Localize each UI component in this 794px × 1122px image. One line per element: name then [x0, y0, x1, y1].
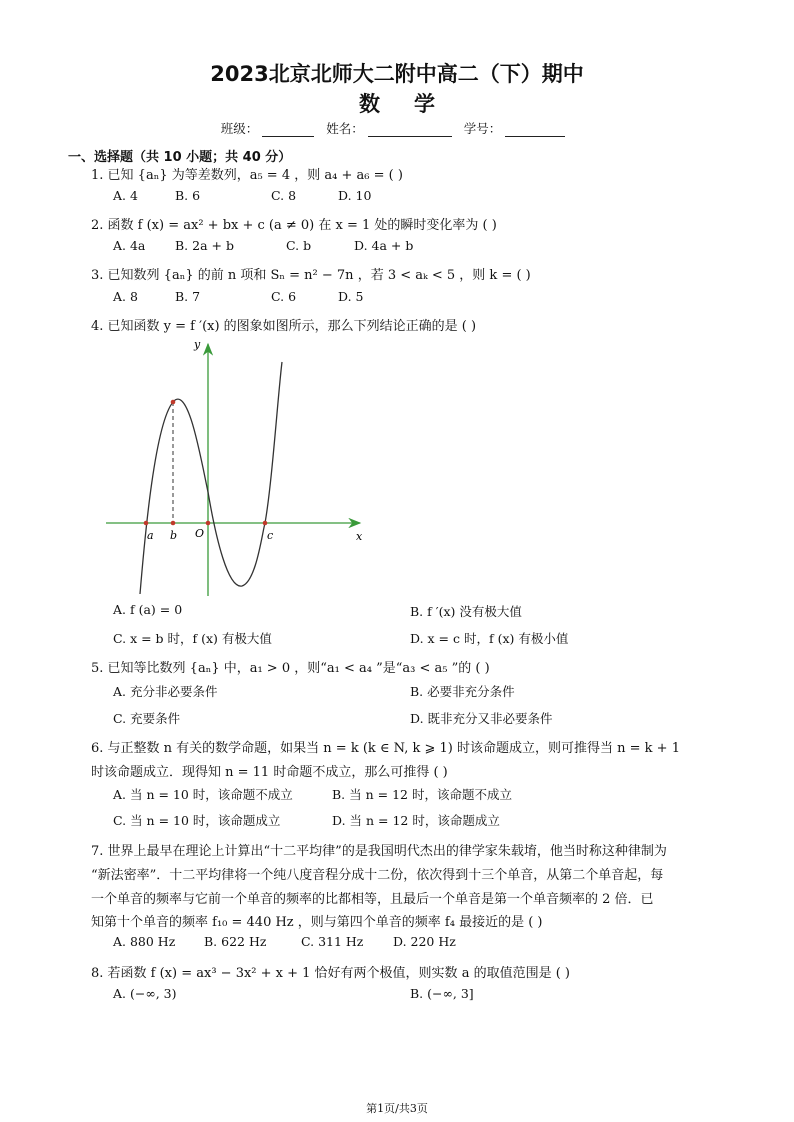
- q1-option-b: B. 6: [175, 188, 201, 203]
- q8-option-a: A. (−∞, 3): [113, 986, 177, 1001]
- question-7-stem-line4: 知第十个单音的频率 f₁₀ = 440 Hz ，则与第四个单音的频率 f₄ 最接近的是 ( ): [91, 915, 543, 930]
- q5-option-d: D. 既非充分又非必要条件: [410, 711, 553, 726]
- class-label: 班级：: [220, 121, 259, 136]
- page-footer: 第1页/共3页: [366, 1102, 428, 1115]
- student-info-line: [0, 119, 794, 137]
- q3-option-a: A. 8: [113, 289, 138, 304]
- q6-option-a: A. 当 n = 10 时，该命题不成立: [113, 787, 293, 802]
- question-2-stem: 2. 函数 f (x) = ax² + bx + c (a ≠ 0) 在 x = 1 处的瞬时变化率为 ( ): [91, 218, 497, 233]
- point-c-label: c: [267, 529, 274, 542]
- question-1-stem: 1. 已知 {aₙ} 为等差数列，a₅ = 4 ，则 a₄ + a₆ = ( ): [91, 168, 403, 183]
- q3-option-b: B. 7: [175, 289, 201, 304]
- point-c-mark: [263, 521, 268, 526]
- question-8-stem: 8. 若函数 f (x) = ax³ − 3x² + x + 1 恰好有两个极值，则实数 a 的取值范围是 ( ): [91, 966, 570, 981]
- question-4-stem: 4. 已知函数 y = f ′(x) 的图象如图所示，那么下列结论正确的是 ( ): [91, 319, 477, 334]
- x-axis-label: x: [356, 530, 363, 543]
- q2-option-b: B. 2a + b: [175, 238, 234, 253]
- point-a-mark: [144, 521, 149, 526]
- question-6-stem-line1: 6. 与正整数 n 有关的数学命题，如果当 n = k (k ∈ N, k ⩾ 1) 时该命题成立，则可推得当 n = k + 1: [91, 741, 680, 756]
- q4-option-b: B. f ′(x) 没有极大值: [410, 604, 522, 619]
- q2-option-d: D. 4a + b: [354, 238, 414, 253]
- q4-option-c: C. x = b 时，f (x) 有极大值: [113, 631, 272, 646]
- question-7-stem-line3: 一个单音的频率与它前一个单音的频率的比都相等，且最后一个单音是第一个单音频率的 2 倍．已: [91, 892, 654, 907]
- q6-option-d: D. 当 n = 12 时，该命题成立: [332, 813, 500, 828]
- q1-option-a: A. 4: [113, 188, 138, 203]
- origin-mark: [206, 521, 211, 526]
- y-axis-label: y: [194, 338, 201, 351]
- question-3-stem: 3. 已知数列 {aₙ} 的前 n 项和 Sₙ = n² − 7n ，若 3 < aₖ < 5 ，则 k = ( ): [91, 268, 531, 283]
- q7-option-a: A. 880 Hz: [113, 934, 176, 949]
- derivative-curve: [140, 362, 282, 594]
- q4-option-d: D. x = c 时，f (x) 有极小值: [410, 631, 569, 646]
- exam-subtitle: 数学: [359, 92, 469, 116]
- q5-option-b: B. 必要非充分条件: [410, 684, 515, 699]
- derivative-graph: [100, 334, 370, 604]
- question-7-stem-line1: 7. 世界上最早在理论上计算出“十二平均律”的是我国明代杰出的律学家朱载堉，他当时称这种律制为: [91, 844, 667, 859]
- question-7-stem-line2: “新法密率”．十二平均律将一个纯八度音程分成十二份，依次得到十三个单音，从第二个单音起，每: [91, 868, 664, 883]
- class-blank: [262, 123, 314, 137]
- q6-option-c: C. 当 n = 10 时，该命题成立: [113, 813, 281, 828]
- question-6-stem-line2: 时该命题成立．现得知 n = 11 时命题不成立，那么可推得 ( ): [91, 765, 448, 780]
- q3-option-d: D. 5: [338, 289, 364, 304]
- q6-option-b: B. 当 n = 12 时，该命题不成立: [332, 787, 512, 802]
- q7-option-d: D. 220 Hz: [393, 934, 456, 949]
- q2-option-a: A. 4a: [113, 238, 146, 253]
- q4-option-a: A. f (a) = 0: [113, 602, 183, 617]
- q5-option-a: A. 充分非必要条件: [113, 684, 218, 699]
- question-5-stem: 5. 已知等比数列 {aₙ} 中，a₁ > 0 ，则“a₁ < a₄ ”是“a₃ < a₅ ”的 ( ): [91, 661, 490, 676]
- q8-option-b: B. (−∞, 3]: [410, 986, 474, 1001]
- max-point: [171, 400, 176, 405]
- exam-title: 2023北京北师大二附中高二（下）期中: [210, 62, 584, 86]
- id-blank: [505, 123, 565, 137]
- q7-option-b: B. 622 Hz: [204, 934, 267, 949]
- point-b-mark: [171, 521, 176, 526]
- q3-option-c: C. 6: [271, 289, 297, 304]
- q7-option-c: C. 311 Hz: [301, 934, 364, 949]
- name-label: 姓名：: [326, 121, 364, 136]
- name-blank: [368, 123, 452, 137]
- origin-label: O: [195, 527, 205, 540]
- q1-option-d: D. 10: [338, 188, 372, 203]
- point-b-label: b: [170, 529, 178, 542]
- q2-option-c: C. b: [286, 238, 312, 253]
- id-label: 学号：: [463, 121, 502, 136]
- section-heading: 一、选择题（共 10 小题；共 40 分）: [68, 150, 292, 165]
- q5-option-c: C. 充要条件: [113, 711, 181, 726]
- q1-option-c: C. 8: [271, 188, 297, 203]
- point-a-label: a: [147, 529, 154, 542]
